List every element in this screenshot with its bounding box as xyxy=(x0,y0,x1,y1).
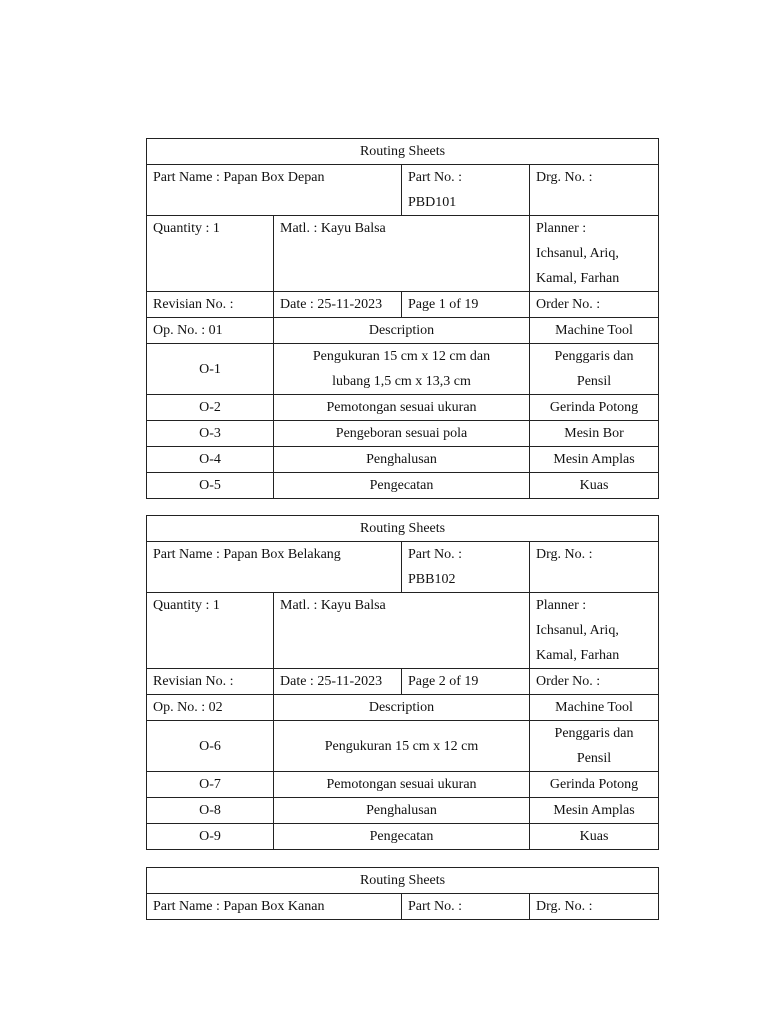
op-machine-tool xyxy=(530,721,659,772)
part-no-value: PBD101 xyxy=(408,195,457,210)
planner-names-1: Ichsanul, Ariq, xyxy=(536,623,619,638)
op-no: Op. No. : 01 xyxy=(147,318,274,344)
revision-no: Revisian No. : xyxy=(147,669,274,695)
op-description: Penghalusan xyxy=(274,798,530,824)
quantity: Quantity : 1 xyxy=(147,216,274,292)
planner xyxy=(530,216,659,292)
description-header: Description xyxy=(274,318,530,344)
routing-sheet-3 xyxy=(146,867,659,920)
planner-names-2: Kamal, Farhan xyxy=(536,271,620,286)
part-name: Part Name : Papan Box Belakang xyxy=(147,542,402,593)
op-code: O-4 xyxy=(147,447,274,473)
part-no xyxy=(402,542,530,593)
op-machine-tool: Mesin Amplas xyxy=(530,798,659,824)
op-no: Op. No. : 02 xyxy=(147,695,274,721)
op-machine-tool: Mesin Bor xyxy=(530,421,659,447)
op-description-line-1: Pengukuran 15 cm x 12 cm dan xyxy=(312,349,491,364)
op-machine-tool-line-2: Pensil xyxy=(576,374,612,389)
op-code: O-8 xyxy=(147,798,274,824)
page-number: Page 1 of 19 xyxy=(402,292,530,318)
page-number: Page 2 of 19 xyxy=(402,669,530,695)
op-description: Pengecatan xyxy=(274,824,530,850)
op-machine-tool: Gerinda Potong xyxy=(530,772,659,798)
op-machine-tool: Kuas xyxy=(530,824,659,850)
material: Matl. : Kayu Balsa xyxy=(274,593,530,669)
sheet-title: Routing Sheets xyxy=(147,139,659,165)
op-description: Pemotongan sesuai ukuran xyxy=(274,772,530,798)
part-name: Part Name : Papan Box Depan xyxy=(147,165,402,216)
drg-no: Drg. No. : xyxy=(530,542,659,593)
op-code: O-3 xyxy=(147,421,274,447)
machine-tool-header: Machine Tool xyxy=(530,318,659,344)
op-code: O-5 xyxy=(147,473,274,499)
planner xyxy=(530,593,659,669)
op-description xyxy=(274,344,530,395)
part-no-label: Part No. : xyxy=(408,547,463,562)
part-name: Part Name : Papan Box Kanan xyxy=(147,894,402,920)
op-description: Pengecatan xyxy=(274,473,530,499)
planner-names-1: Ichsanul, Ariq, xyxy=(536,246,619,261)
order-no: Order No. : xyxy=(530,292,659,318)
op-code: O-9 xyxy=(147,824,274,850)
part-no-value: PBB102 xyxy=(408,572,456,587)
date: Date : 25-11-2023 xyxy=(274,292,402,318)
op-code: O-6 xyxy=(147,721,274,772)
order-no: Order No. : xyxy=(530,669,659,695)
op-description: Pemotongan sesuai ukuran xyxy=(274,395,530,421)
op-code: O-7 xyxy=(147,772,274,798)
op-machine-tool: Gerinda Potong xyxy=(530,395,659,421)
drg-no: Drg. No. : xyxy=(530,894,659,920)
op-code: O-1 xyxy=(147,344,274,395)
drg-no: Drg. No. : xyxy=(530,165,659,216)
quantity: Quantity : 1 xyxy=(147,593,274,669)
planner-label: Planner : xyxy=(536,221,587,236)
op-machine-tool: Kuas xyxy=(530,473,659,499)
op-machine-tool-line-1: Penggaris dan xyxy=(554,726,634,741)
sheet-title: Routing Sheets xyxy=(147,516,659,542)
material: Matl. : Kayu Balsa xyxy=(274,216,530,292)
op-machine-tool: Mesin Amplas xyxy=(530,447,659,473)
op-machine-tool-line-2: Pensil xyxy=(576,751,612,766)
revision-no: Revisian No. : xyxy=(147,292,274,318)
machine-tool-header: Machine Tool xyxy=(530,695,659,721)
sheet-title: Routing Sheets xyxy=(147,868,659,894)
op-code: O-2 xyxy=(147,395,274,421)
op-description-line-2: lubang 1,5 cm x 13,3 cm xyxy=(332,374,471,389)
part-no-label: Part No. : xyxy=(408,170,463,185)
routing-sheet-2 xyxy=(146,515,659,850)
date: Date : 25-11-2023 xyxy=(274,669,402,695)
planner-label: Planner : xyxy=(536,598,587,613)
op-machine-tool xyxy=(530,344,659,395)
op-description: Penghalusan xyxy=(274,447,530,473)
description-header: Description xyxy=(274,695,530,721)
part-no-label: Part No. : xyxy=(402,894,530,920)
planner-names-2: Kamal, Farhan xyxy=(536,648,620,663)
op-description: Pengeboran sesuai pola xyxy=(274,421,530,447)
op-description: Pengukuran 15 cm x 12 cm xyxy=(274,721,530,772)
routing-sheet-1 xyxy=(146,138,659,499)
op-machine-tool-line-1: Penggaris dan xyxy=(554,349,634,364)
part-no xyxy=(402,165,530,216)
